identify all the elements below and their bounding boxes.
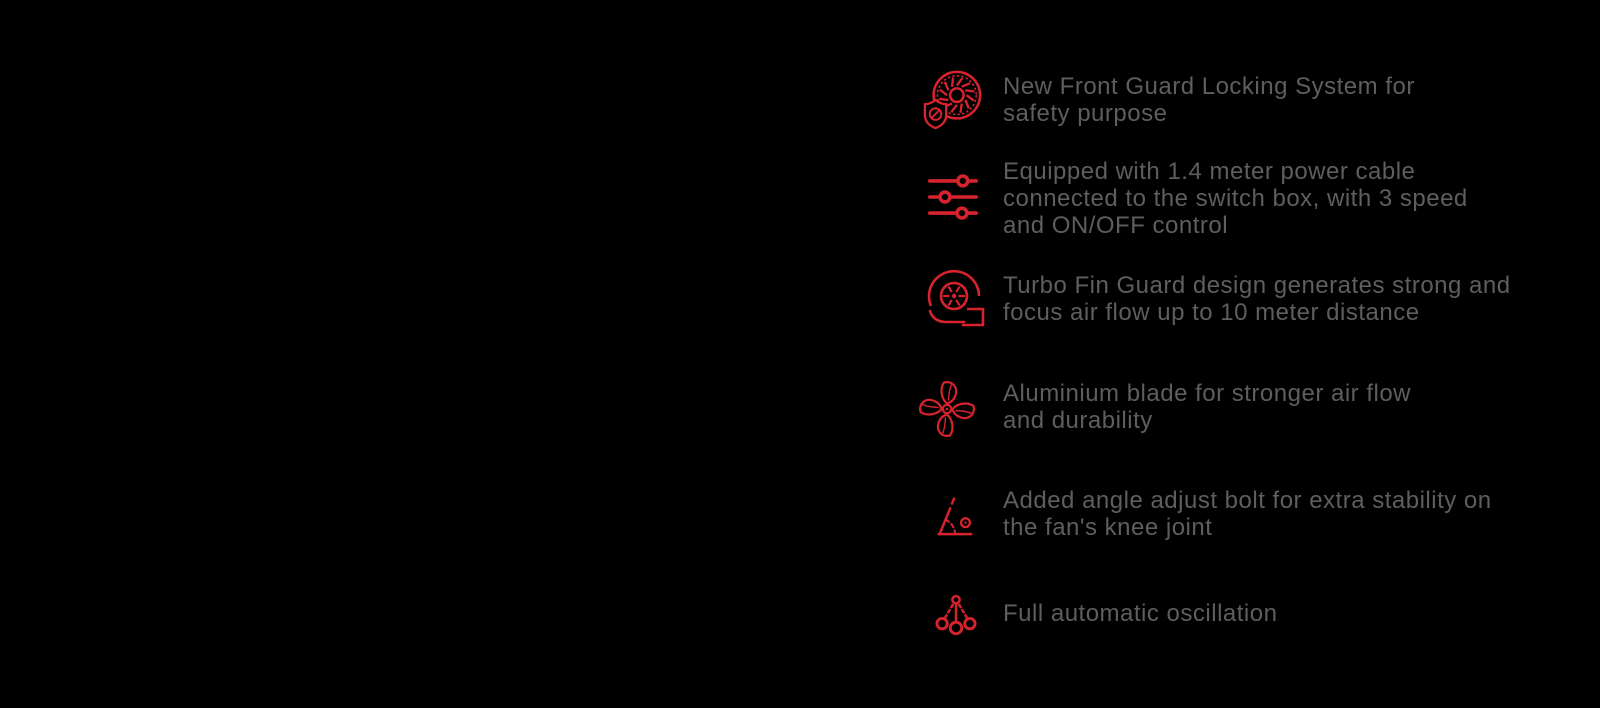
- feature-text: [1003, 600, 1277, 627]
- feature-line: Added angle adjust bolt for extra stability on: [1003, 487, 1492, 514]
- feature-line: the fan's knee joint: [1003, 514, 1213, 541]
- feature-line: Equipped with 1.4 meter power cable: [1003, 158, 1416, 185]
- turbo-blower-icon: [920, 270, 990, 328]
- oscillation-icon: [933, 593, 979, 639]
- feature-line: Aluminium blade for stronger air flow: [1003, 380, 1411, 407]
- feature-line: connected to the switch box, with 3 speed: [1003, 185, 1468, 212]
- feature-line: Full automatic oscillation: [1003, 600, 1278, 627]
- feature-text: [1003, 487, 1492, 541]
- feature-line: and ON/OFF control: [1003, 212, 1229, 239]
- feature-line: focus air flow up to 10 meter distance: [1003, 299, 1420, 326]
- feature-line: and durability: [1003, 407, 1153, 434]
- feature-line: New Front Guard Locking System for: [1003, 73, 1415, 100]
- feature-text: [1003, 73, 1415, 127]
- aluminium-blade-icon: [915, 377, 979, 441]
- angle-adjust-bolt-icon: [931, 492, 977, 538]
- feature-line: Turbo Fin Guard design generates strong and: [1003, 272, 1511, 299]
- feature-text: [1003, 158, 1468, 239]
- feature-line: safety purpose: [1003, 100, 1168, 127]
- feature-text: [1003, 380, 1411, 434]
- fan-guard-lock-icon: [921, 69, 983, 131]
- speed-control-sliders-icon: [926, 172, 980, 222]
- feature-text: [1003, 272, 1511, 326]
